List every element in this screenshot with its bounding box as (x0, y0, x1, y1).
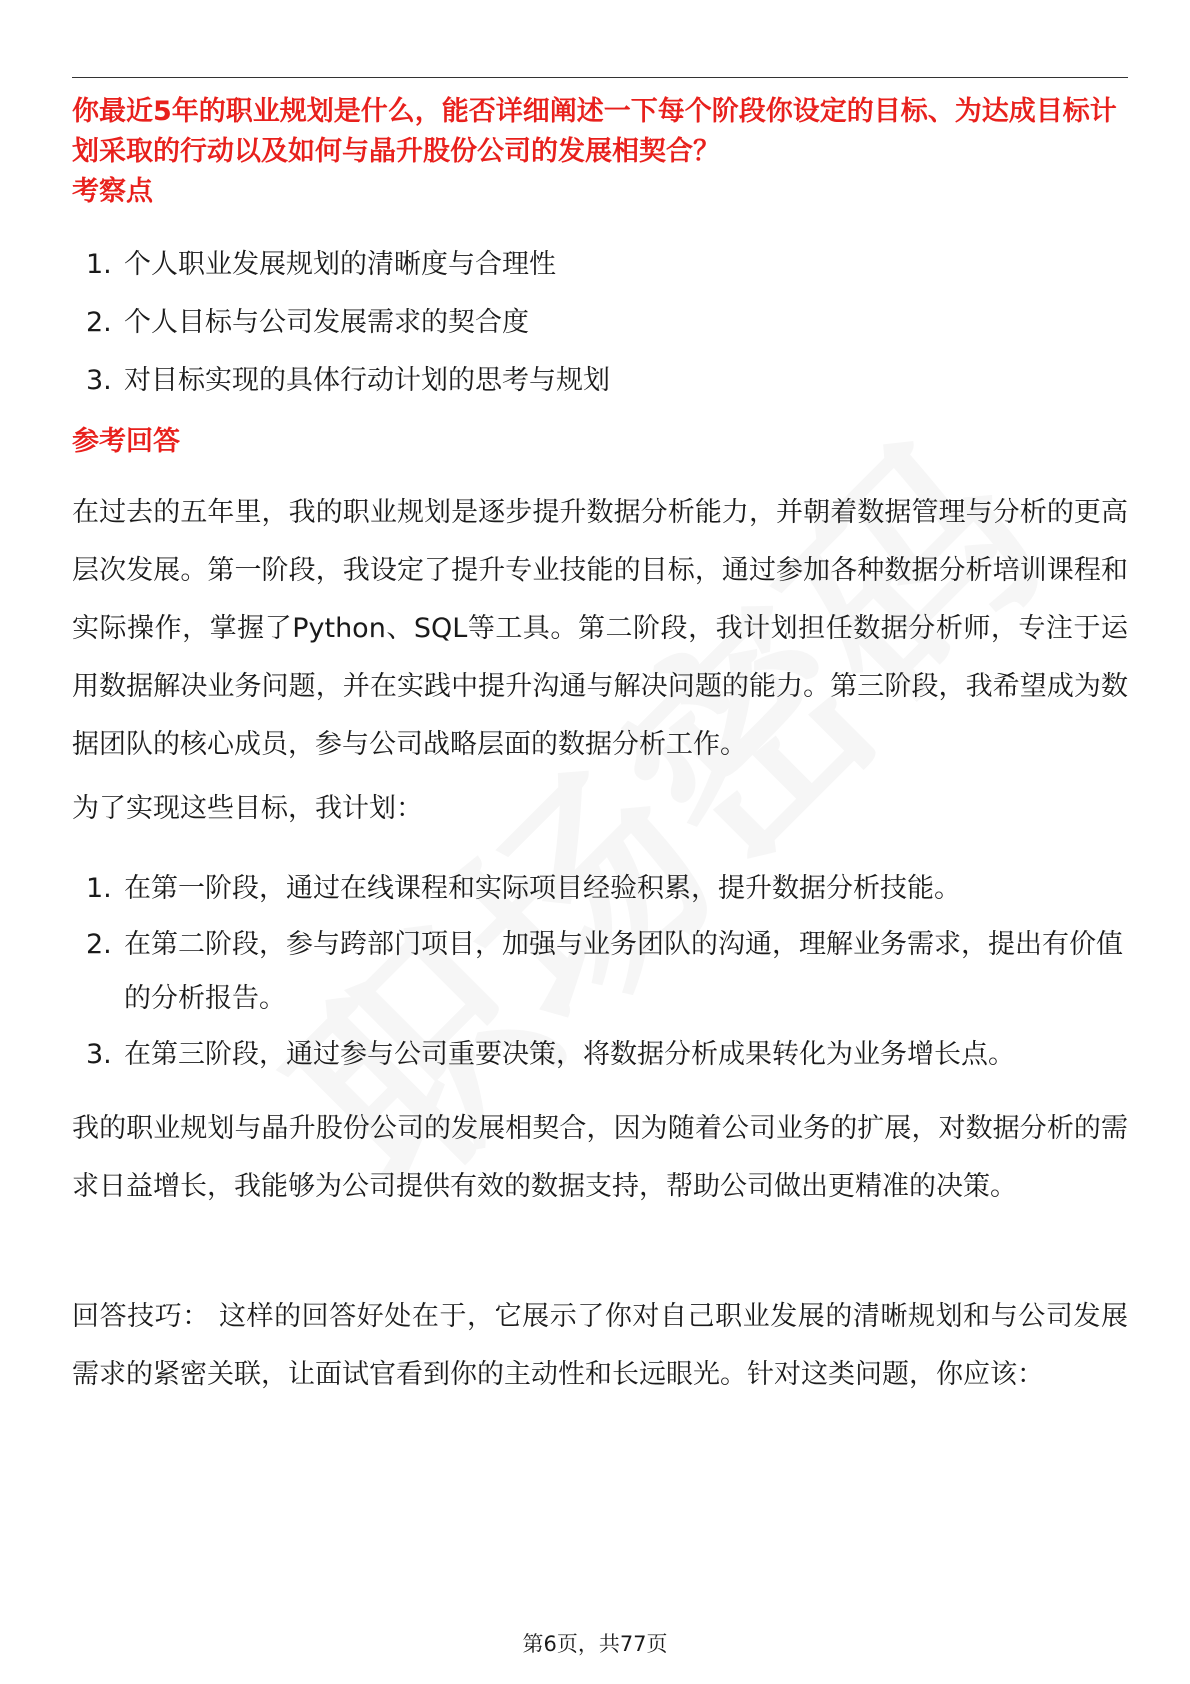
list-item-text: 对目标实现的具体行动计划的思考与规划 (124, 365, 610, 396)
list-number: 1. (86, 249, 112, 280)
top-divider (72, 77, 1128, 78)
list-number: 1. (86, 873, 112, 904)
list-number: 2. (86, 307, 112, 338)
assessment-list (72, 236, 1128, 410)
list-number: 3. (86, 1039, 112, 1070)
plan-list (72, 860, 1128, 1084)
document-page (72, 0, 1128, 1684)
list-number: 2. (86, 929, 112, 960)
list-item-text: 在第二阶段，参与跨部门项目，加强与业务团队的沟通，理解业务需求，提出有价值的分析报告。 (124, 929, 1123, 1014)
answer-paragraph-1: 在过去的五年里，我的职业规划是逐步提升数据分析能力，并朝着数据管理与分析的更高层次发展。第一阶段，我设定了提升专业技能的目标，通过参加各种数据分析培训课程和实际操作，掌握了Python、SQL等工具。第二阶段，我计划担任数据分析师，专注于运用数据解决业务问题，并在实践中提升沟通与解决问题的能力。第三阶段，我希望成为数据团队的核心成员，参与公司战略层面的数据分析工作。 (72, 497, 1128, 760)
page-footer: 第6页，共77页 (522, 1632, 668, 1656)
list-item (72, 236, 1128, 294)
question-heading: 你最近5年的职业规划是什么，能否详细阐述一下每个阶段你设定的目标、为达成目标计划采取的行动以及如何与晶升股份公司的发展相契合？ (72, 96, 1117, 167)
list-item-text: 在第三阶段，通过参与公司重要决策，将数据分析成果转化为业务增长点。 (124, 1039, 1015, 1070)
list-item (72, 1026, 1128, 1084)
list-item-text: 在第一阶段，通过在线课程和实际项目经验积累，提升数据分析技能。 (124, 873, 961, 904)
list-item (72, 860, 1128, 918)
answer-paragraph-2: 为了实现这些目标，我计划： (72, 793, 423, 824)
list-item-text: 个人目标与公司发展需求的契合度 (124, 307, 529, 338)
answer-tips-paragraph: 回答技巧： 这样的回答好处在于，它展示了你对自己职业发展的清晰规划和与公司发展需求的紧密关联，让面试官看到你的主动性和长远眼光。针对这类问题，你应该： (72, 1301, 1128, 1390)
list-number: 3. (86, 365, 112, 396)
answer-paragraph-3: 我的职业规划与晶升股份公司的发展相契合，因为随着公司业务的扩展，对数据分析的需求日益增长，我能够为公司提供有效的数据支持，帮助公司做出更精准的决策。 (72, 1113, 1128, 1202)
assessment-heading: 考察点 (72, 176, 153, 207)
list-item (72, 352, 1128, 410)
list-item-text: 个人职业发展规划的清晰度与合理性 (124, 249, 556, 280)
list-item (72, 918, 1128, 1026)
answer-heading: 参考回答 (72, 426, 180, 457)
list-item (72, 294, 1128, 352)
